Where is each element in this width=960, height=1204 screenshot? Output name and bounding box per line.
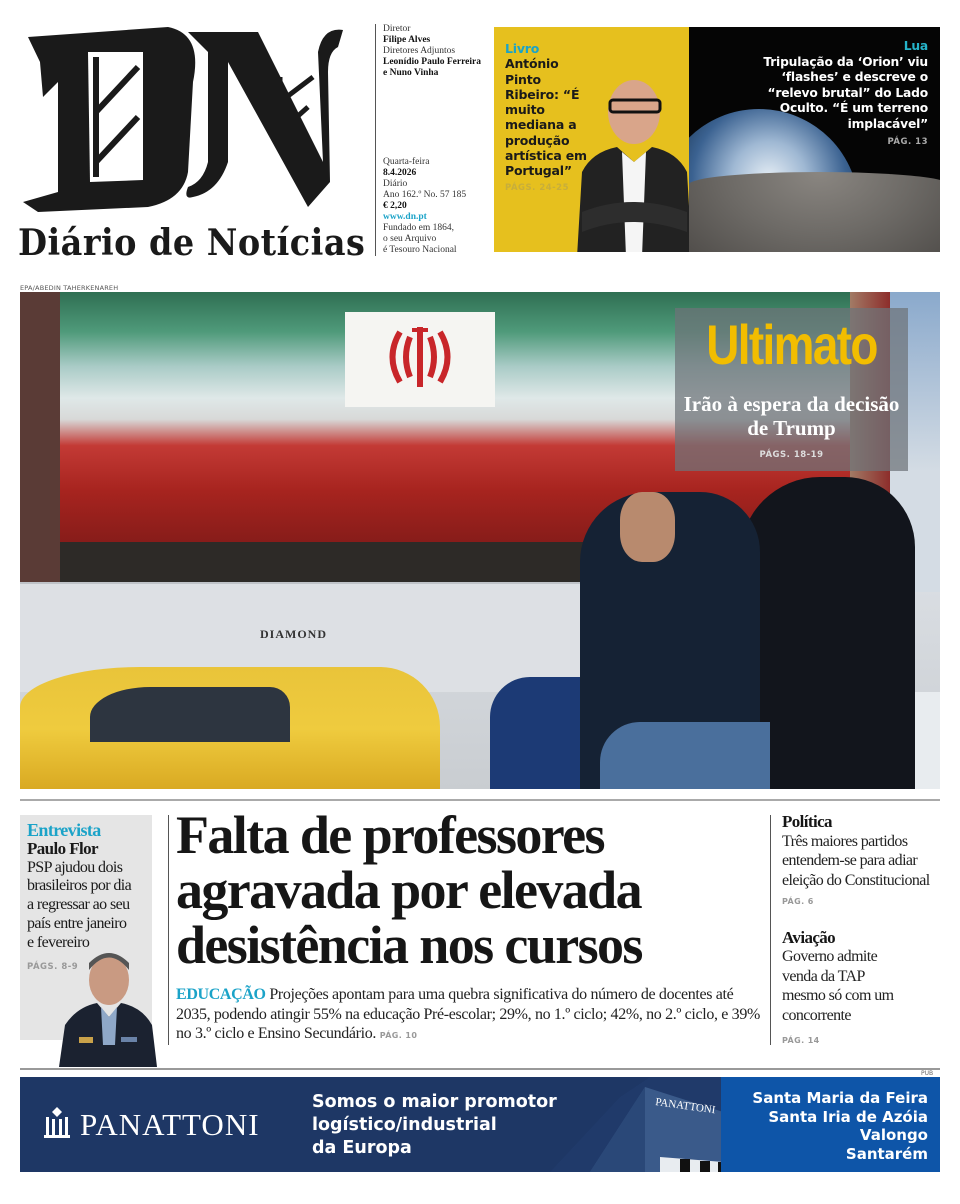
website-link[interactable]: www.dn.pt — [383, 212, 427, 222]
column-divider — [168, 815, 169, 1045]
deputies-names: Leonídio Paulo Ferreira e Nuno Vinha — [383, 57, 481, 78]
emblem-icon — [380, 322, 460, 397]
interview-name: Paulo Flor — [27, 838, 98, 858]
side-stories — [782, 812, 942, 1067]
side-story-text: Três maiores partidos entendem-se para adiar eleição do Constitucional — [782, 832, 930, 889]
founded-line-1: Fundado em 1864, — [383, 223, 454, 233]
ad-location: Santa Iria de Azóia — [768, 1107, 928, 1126]
store-sign: DIAMOND — [260, 627, 327, 641]
teaser-moon-pages: PÁG. 13 — [887, 137, 928, 147]
interview-pages: PÁGS. 8-9 — [27, 961, 79, 972]
interview-summary: PSP ajudou dois brasileiros por dia a regressar ao seu país entre janeiro e fevereiro — [27, 858, 132, 951]
edition-info — [375, 24, 485, 256]
ad-locations-panel — [721, 1077, 940, 1172]
divider-bottom — [20, 1068, 940, 1070]
main-pages: PÁG. 10 — [379, 1031, 418, 1040]
hero-subtitle: Irão à espera da decisão de Trump — [683, 392, 900, 440]
side-story-pages: PÁG. 6 — [782, 897, 814, 906]
teaser-moon-headline: Tripulação da ‘Orion’ viu ‘flashes’ e descreve o “relevo brutal” do Lado Oculto. “É um terreno implacável” — [763, 54, 928, 131]
director-name: Filipe Alves — [383, 35, 431, 45]
teaser-moon-kicker: Lua — [903, 39, 928, 53]
svg-text:PANATTONI: PANATTONI — [654, 1096, 717, 1117]
newspaper-title: Diário de Notícias — [18, 222, 366, 264]
dn-logo-icon — [18, 22, 348, 217]
officer-photo-icon — [57, 945, 157, 1067]
teaser-book-kicker: Livro — [505, 41, 540, 56]
ad-location: Santa Maria da Feira — [752, 1089, 928, 1107]
ad-location: Valongo — [859, 1126, 928, 1144]
side-story-kicker: Política — [782, 812, 832, 831]
side-story-text: Governo admite venda da TAP mesmo só com um concorrente — [782, 948, 894, 1024]
price: € 2,20 — [383, 201, 407, 211]
side-story[interactable] — [782, 928, 942, 1051]
side-story[interactable] — [782, 812, 942, 912]
weekday: Quarta-feira — [383, 157, 430, 167]
ad-tagline-line: da Europa — [312, 1138, 412, 1158]
ad-label: PUB — [921, 1070, 934, 1077]
moon-surface-image — [689, 172, 940, 252]
hero-title: Ultimato — [706, 313, 877, 376]
rider-head — [620, 492, 675, 562]
main-lede-text: Projeções apontam para uma quebra significativa do número de docentes até 2035, podendo atingir 55% na educação Pré-escolar; 29%, no 1.º ciclo; 42%, no 2.º ciclo, e 39% no 3.º ciclo e Ensino Secundário. — [176, 986, 760, 1042]
teaser-book[interactable] — [494, 27, 689, 252]
teaser-moon[interactable] — [689, 27, 940, 252]
rider-jeans — [600, 722, 770, 789]
column-divider-right — [770, 815, 771, 1045]
ad-tagline — [312, 1091, 557, 1160]
side-story-pages: PÁG. 14 — [782, 1036, 820, 1045]
taxi-window — [90, 687, 290, 742]
main-headline[interactable]: Falta de professores agravada por elevada desistência nos cursos — [176, 805, 642, 975]
ad-tagline-line: logístico/industrial — [312, 1115, 497, 1135]
hero-headline-box[interactable] — [675, 308, 908, 471]
director-label: Diretor — [383, 24, 411, 34]
interview-kicker: Entrevista — [27, 820, 101, 840]
ad-location: Santarém — [845, 1144, 928, 1163]
founded-line-3: é Tesouro Nacional — [383, 245, 457, 255]
main-lede — [176, 985, 766, 1046]
issue-number: Ano 162.º No. 57 185 — [383, 190, 467, 200]
side-story-kicker: Aviação — [782, 927, 836, 947]
teaser-book-headline: António Pinto Ribeiro: “É muito mediana a produção artística em Portugal” — [505, 56, 587, 179]
panattoni-ad[interactable] — [20, 1077, 940, 1172]
ad-brand: PANATTONI — [80, 1107, 260, 1142]
teaser-book-pages: PÁGS. 24-25 — [505, 182, 569, 193]
ad-tagline-line: Somos o maior promotor — [312, 1092, 557, 1112]
issue-date: 8.4.2026 — [383, 168, 417, 178]
photo-credit: EPA/ABEDIN TAHERKENAREH — [20, 284, 119, 292]
divider — [20, 799, 940, 801]
main-kicker: EDUCAÇÃO — [176, 986, 266, 1003]
founded-line-2: o seu Arquivo — [383, 234, 437, 244]
hero-pages: PÁGS. 18-19 — [759, 450, 824, 460]
masthead — [18, 22, 366, 264]
frequency: Diário — [383, 179, 408, 189]
deputies-label: Diretores Adjuntos — [383, 46, 456, 56]
panattoni-logo-icon — [44, 1107, 70, 1139]
